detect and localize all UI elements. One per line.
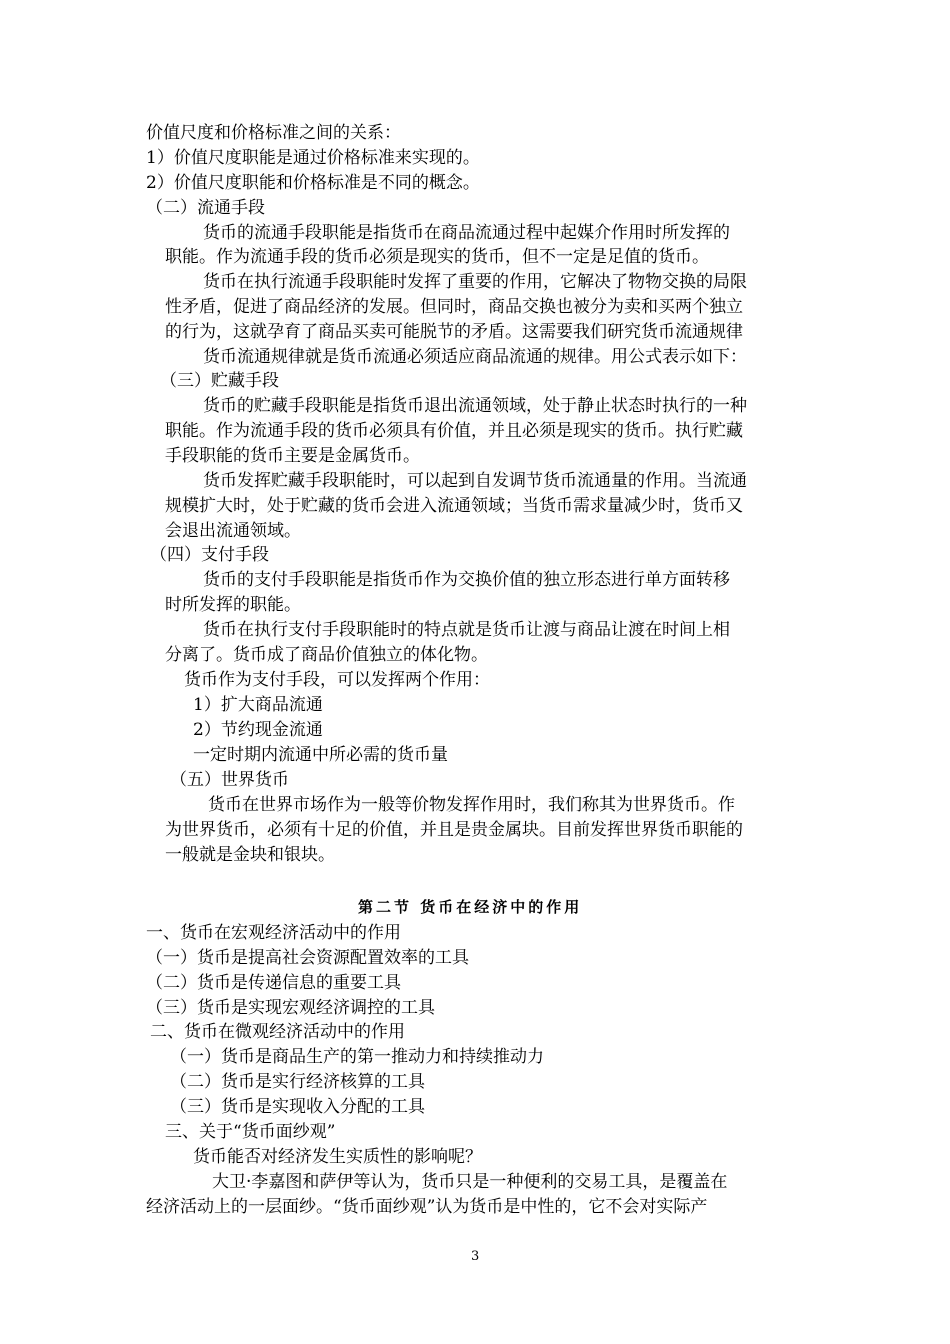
heading: 一、货币在宏观经济活动中的作用 bbox=[146, 923, 401, 943]
text-line: 货币发挥贮藏手段职能时，可以起到自发调节货币流通量的作用。当流通 bbox=[203, 471, 747, 491]
text-line: 分离了。货币成了商品价值独立的体化物。 bbox=[165, 645, 488, 665]
list-item: （一）货币是提高社会资源配置效率的工具 bbox=[146, 948, 469, 968]
heading: 三、关于“货币面纱观” bbox=[165, 1122, 336, 1142]
subheading: （二）流通手段 bbox=[146, 198, 265, 218]
list-item: 1）扩大商品流通 bbox=[193, 695, 323, 715]
section-title: 第二节 货币在经济中的作用 bbox=[358, 898, 583, 916]
text-line: 经济活动上的一层面纱。“货币面纱观”认为货币是中性的，它不会对实际产 bbox=[146, 1197, 708, 1217]
text-line: 货币的流通手段职能是指货币在商品流通过程中起媒介作用时所发挥的 bbox=[203, 223, 730, 243]
subheading: （三）贮藏手段 bbox=[160, 371, 279, 391]
text-line: 货币作为支付手段，可以发挥两个作用： bbox=[184, 670, 490, 690]
text-line: 货币在执行支付手段职能时的特点就是货币让渡与商品让渡在时间上相 bbox=[203, 620, 730, 640]
text-line: 货币能否对经济发生实质性的影响呢？ bbox=[193, 1147, 482, 1167]
subheading: （五）世界货币 bbox=[170, 770, 289, 790]
text-line: 货币流通规律就是货币流通必须适应商品流通的规律。用公式表示如下： bbox=[203, 347, 747, 367]
list-item: （二）货币是实行经济核算的工具 bbox=[170, 1072, 425, 1092]
text-line: 货币的支付手段职能是指货币作为交换价值的独立形态进行单方面转移 bbox=[203, 570, 730, 590]
subheading: （四）支付手段 bbox=[150, 545, 269, 565]
text-line: 一般就是金块和银块。 bbox=[165, 845, 335, 865]
list-item: （三）货币是实现宏观经济调控的工具 bbox=[146, 998, 435, 1018]
text-line: 的行为，这就孕育了商品买卖可能脱节的矛盾。这需要我们研究货币流通规律 bbox=[165, 322, 743, 342]
text-line: 职能。作为流通手段的货币必须具有价值，并且必须是现实的货币。执行贮藏 bbox=[165, 421, 743, 441]
text-line: 大卫·李嘉图和萨伊等认为，货币只是一种便利的交易工具，是覆盖在 bbox=[212, 1172, 728, 1192]
text-line: 1）价值尺度职能是通过价格标准来实现的。 bbox=[146, 148, 480, 168]
text-line: 性矛盾，促进了商品经济的发展。但同时，商品交换也被分为卖和买两个独立 bbox=[165, 297, 743, 317]
text-line: 货币的贮藏手段职能是指货币退出流通领域，处于静止状态时执行的一种 bbox=[203, 396, 747, 416]
text-line: 职能。作为流通手段的货币必须是现实的货币，但不一定是足值的货币。 bbox=[165, 247, 709, 267]
text-line: 货币在世界市场作为一般等价物发挥作用时，我们称其为世界货币。作 bbox=[208, 795, 735, 815]
text-line: 价值尺度和价格标准之间的关系： bbox=[146, 123, 401, 143]
text-line: 货币在执行流通手段职能时发挥了重要的作用，它解决了物物交换的局限 bbox=[203, 272, 747, 292]
text-line: 2）价值尺度职能和价格标准是不同的概念。 bbox=[146, 173, 480, 193]
list-item: （二）货币是传递信息的重要工具 bbox=[146, 973, 401, 993]
list-item: （三）货币是实现收入分配的工具 bbox=[170, 1097, 425, 1117]
text-line: 一定时期内流通中所必需的货币量 bbox=[193, 745, 448, 765]
text-line: 手段职能的货币主要是金属货币。 bbox=[165, 446, 420, 466]
text-line: 时所发挥的职能。 bbox=[165, 595, 301, 615]
list-item: （一）货币是商品生产的第一推动力和持续推动力 bbox=[170, 1047, 544, 1067]
heading: 二、货币在微观经济活动中的作用 bbox=[150, 1022, 405, 1042]
text-line: 会退出流通领域。 bbox=[165, 521, 301, 541]
text-line: 为世界货币，必须有十足的价值，并且是贵金属块。目前发挥世界货币职能的 bbox=[165, 820, 743, 840]
page-number: 3 bbox=[471, 1249, 480, 1264]
text-line: 规模扩大时，处于贮藏的货币会进入流通领域；当货币需求量减少时，货币又 bbox=[165, 496, 743, 516]
list-item: 2）节约现金流通 bbox=[193, 720, 323, 740]
